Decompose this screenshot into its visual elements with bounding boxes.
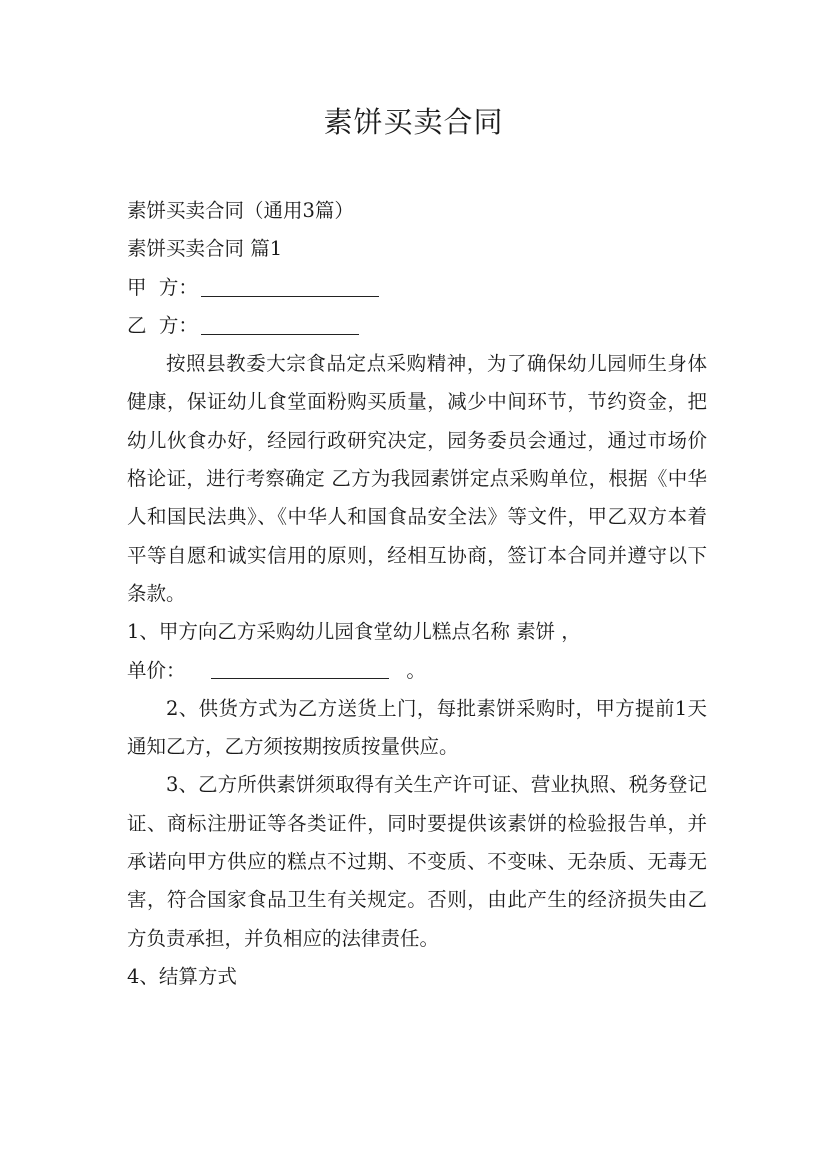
party-a-label: 甲 方：: [127, 275, 198, 299]
document-subtitle: 素饼买卖合同（通用3篇）: [127, 199, 354, 222]
clause-1-price-line: [127, 652, 707, 690]
party-b-blank: [201, 312, 359, 334]
clause-4-heading: 4、结算方式: [127, 964, 237, 988]
clause-3-paragraph: 3、乙方所供素饼须取得有关生产许可证、营业执照、税务登记证、商标注册证等各类证件，同时要提供该素饼的检验报告单，并承诺向甲方供应的糕点不过期、不变质、不变味、无杂质、无毒无害，符合国家食品卫生有关规定。否则，由此产生的经济损失由乙方负责承担，并负相应的法律责任。: [127, 773, 707, 950]
document-title: 素饼买卖合同: [323, 105, 504, 139]
unit-price-blank: [211, 657, 389, 679]
clause-1-end: 。: [406, 658, 426, 682]
section-heading: 素饼买卖合同 篇1: [127, 237, 283, 261]
party-b-line: [127, 307, 707, 345]
intro-paragraph: 按照县教委大宗食品定点采购精神，为了确保幼儿园师生身体健康，保证幼儿食堂面粉购买质量，减少中间环节，节约资金，把幼儿伙食办好，经园行政研究决定，园务委员会通过，通过市场价格论证，进行考察确定 乙方为我园素饼定点采购单位，根据《中华人和国民法典》、《中华人和国食品安全法》等文件，甲乙双方本着平等自愿和诚实信用的原则，经相互协商，签订本合同并遵守以下条款。: [127, 352, 707, 605]
document-body: [127, 192, 707, 996]
party-b-label: 乙 方：: [127, 313, 198, 337]
clause-1-line: 1、甲方向乙方采购幼儿园食堂幼儿糕点名称 素饼 ，: [127, 620, 581, 644]
party-a-blank: [201, 274, 379, 296]
unit-price-label: 单价：: [127, 658, 186, 682]
party-a-line: [127, 269, 707, 307]
clause-2-paragraph: 2、供货方式为乙方送货上门，每批素饼采购时，甲方提前1天通知乙方，乙方须按期按质按量供应。: [127, 696, 707, 759]
